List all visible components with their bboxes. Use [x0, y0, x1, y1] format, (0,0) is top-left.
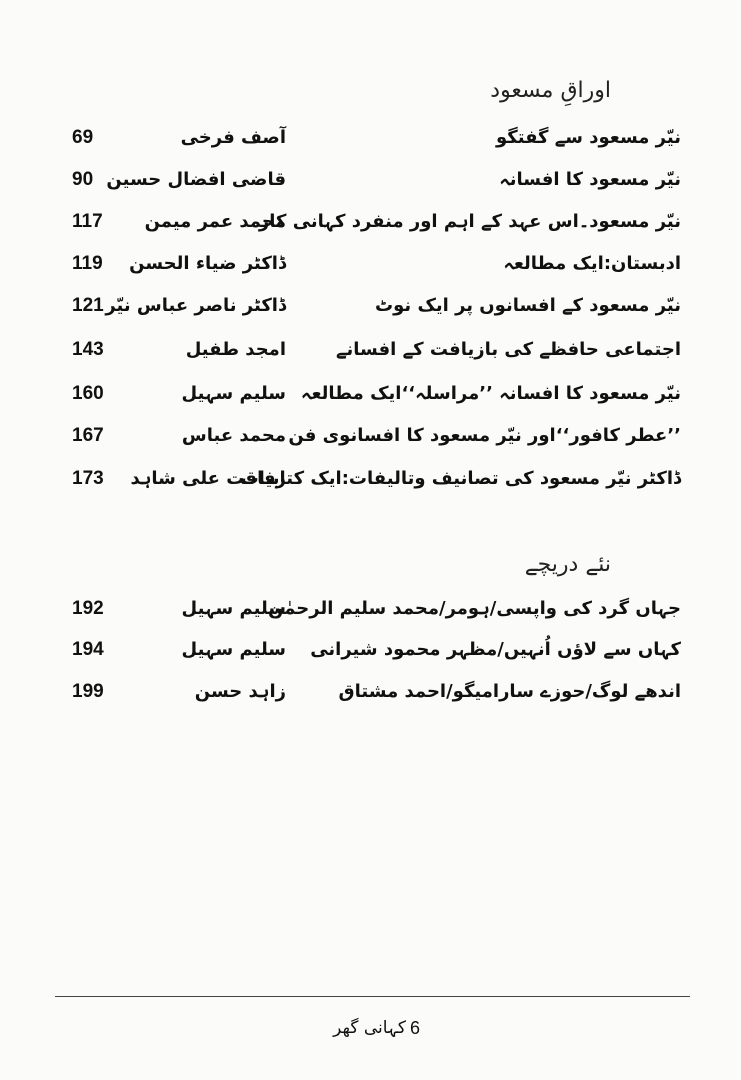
section-heading-naye-dareeche: نئے دریچے [524, 552, 611, 577]
entry-page-number: 173 [72, 468, 104, 489]
toc-entry [0, 459, 741, 499]
section-heading-awraq-e-masood: اوراقِ مسعود [490, 78, 611, 103]
toc-entry [0, 286, 741, 326]
entry-title: نیّر مسعود۔اس عہد کے اہم اور منفرد کہانی کار [258, 211, 681, 232]
entry-author: سلیم سہیل [181, 639, 286, 660]
entry-page-number: 69 [72, 127, 94, 148]
entry-page-number: 90 [72, 169, 94, 190]
entry-author: ڈاکٹر ضیاء الحسن [129, 253, 286, 274]
entry-author: رفاقت علی شاہد [130, 468, 286, 489]
entry-page-number: 117 [72, 211, 103, 232]
entry-title: ادبستان:ایک مطالعہ [503, 253, 681, 274]
footer-magazine-title: کہانی گھر [333, 1018, 406, 1038]
toc-entry [0, 589, 741, 629]
entry-title: جہاں گرد کی واپسی/ہومر/محمد سلیم الرحمٰن [268, 598, 681, 619]
entry-title: کہاں سے لاؤں اُنہیں/مظہر محمود شیرانی [310, 639, 681, 660]
entry-page-number: 194 [72, 639, 104, 660]
toc-entry [0, 416, 741, 456]
entry-page-number: 143 [72, 339, 104, 360]
entry-page-number: 119 [72, 253, 103, 274]
entry-author: سلیم سہیل [181, 598, 286, 619]
page-footer [0, 1013, 741, 1043]
entry-title: ’’عطر کافور‘‘اور نیّر مسعود کا افسانوی فن [288, 425, 681, 446]
entry-title: نیّر مسعود کا افسانہ [499, 169, 681, 190]
entry-title: نیّر مسعود کے افسانوں پر ایک نوٹ [375, 295, 681, 316]
entry-page-number: 121 [72, 295, 104, 316]
toc-entry [0, 630, 741, 670]
entry-author: زاہد حسن [194, 681, 286, 702]
entry-author: سلیم سہیل [181, 383, 286, 404]
toc-entry [0, 244, 741, 284]
entry-title: اندھے لوگ/حوزے سارامیگو/احمد مشتاق [338, 681, 681, 702]
entry-author: امجد طفیل [185, 339, 286, 360]
footer-page-number: 6 [410, 1018, 421, 1038]
footer-divider [55, 996, 690, 997]
entry-author: قاضی افضال حسین [106, 169, 286, 190]
entry-title: نیّر مسعود سے گفتگو [495, 127, 681, 148]
entry-page-number: 160 [72, 383, 104, 404]
toc-entry [0, 374, 741, 414]
entry-page-number: 192 [72, 598, 104, 619]
entry-author: محمد عباس [181, 425, 286, 446]
entry-title: نیّر مسعود کا افسانہ ’’مراسلہ‘‘ایک مطالعہ [300, 383, 681, 404]
toc-entry [0, 330, 741, 370]
entry-title: ڈاکٹر نیّر مسعود کی تصانیف وتالیفات:ایک کتابیات [240, 468, 681, 489]
toc-entry [0, 672, 741, 712]
toc-entry [0, 118, 741, 158]
entry-author: ڈاکٹر ناصر عباس نیّر [105, 295, 286, 316]
entry-author: آصف فرخی [180, 127, 286, 148]
entry-page-number: 167 [72, 425, 104, 446]
entry-title: اجتماعی حافظے کی بازیافت کے افسانے [335, 339, 681, 360]
entry-author: محمد عمر میمن [144, 211, 286, 232]
toc-entry [0, 202, 741, 242]
toc-entry [0, 160, 741, 200]
entry-page-number: 199 [72, 681, 104, 702]
